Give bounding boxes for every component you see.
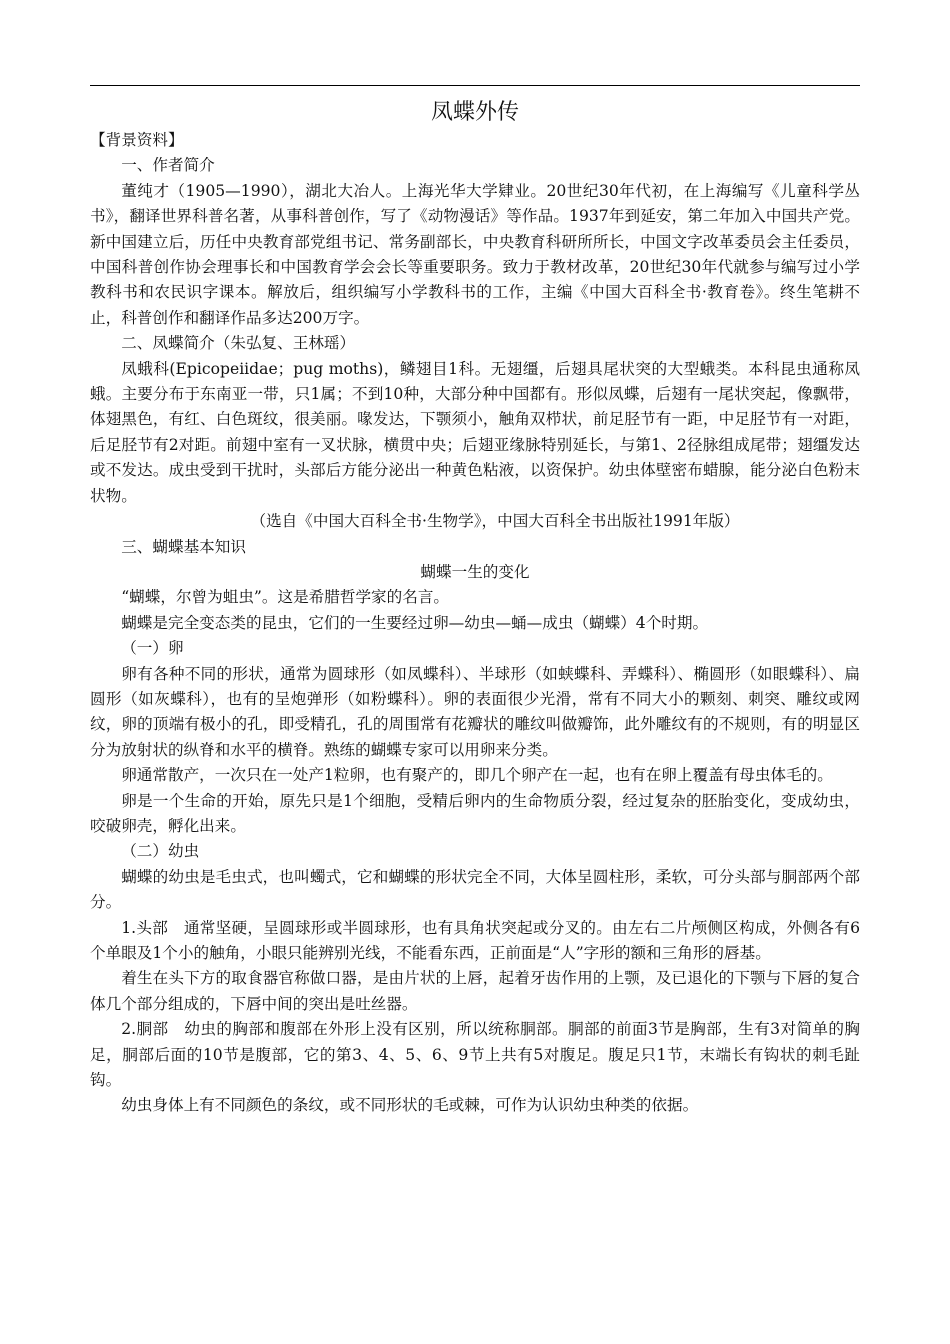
paragraph-larva: 蝴蝶的幼虫是毛虫式，也叫蠋式，它和蝴蝶的形状完全不同，大体呈圆柱形，柔软，可分头部与胴部两个部分。 — [90, 867, 860, 912]
heading-larva: （二）幼虫 — [121, 842, 200, 861]
document-title: 凤蝶外传 — [430, 100, 519, 125]
paragraph-egg-life: 卵是一个生命的开始，原先只是1个细胞，受精后卵内的生命物质分裂，经过复杂的胚胎变化，变成幼虫，咬破卵壳，孵化出来。 — [90, 791, 860, 835]
paragraph-mouthparts: 着生在头下方的取食器官称做口器，是由片状的上唇，起着牙齿作用的上颚，及已退化的下颚与下唇的复合体几个部分组成的，下唇中间的突出是吐丝器。 — [90, 969, 860, 1013]
paragraph-metamorphosis: 蝴蝶是完全变态类的昆虫，它们的一生要经过卵—幼虫—蛹—成虫（蝴蝶）4个时期。 — [121, 613, 709, 632]
paragraph-head: 1.头部 通常坚硬，呈圆球形或半圆球形，也有具角状突起或分叉的。由左右二片颅侧区构成，外侧各有6个单眼及1个小的触角，小眼只能辨别光线，不能看东西，正前面是“人”字形的额和三角形的唇基。 — [90, 918, 860, 962]
paragraph-markings: 幼虫身体上有不同颜色的条纹，或不同形状的毛或棘，可作为认识幼虫种类的依据。 — [121, 1096, 699, 1115]
paragraph-moth: 凤蛾科(Epicopeiidae；pug moths)，鳞翅目1科。无翅缰，后翅具尾状突的大型蛾类。本科昆虫通称凤蛾。主要分布于东南亚一带，只1属；不到10种，大部分种中国都有。形似凤蝶，后翅有一尾状突起，像飘带，体翅黑色，有红、白色斑纹，很美丽。喙发达，下颚须小，触角双栉状，前足胫节有一距，中足胫节有一对距，后足胫节有2对距。前翅中室有一叉状脉，横贯中央；后翅亚缘脉特别延长，与第1、2径脉组成尾带；翅缰发达或不发达。成虫受到干扰时，头部后方能分泌出一种黄色粘液，以资保护。幼虫体壁密布蜡腺，能分泌白色粉末状物。 — [90, 359, 860, 505]
paragraph-egg-shape: 卵有各种不同的形状，通常为圆球形（如凤蝶科）、半球形（如蛱蝶科、弄蝶科）、椭圆形（如眼蝶科）、扁圆形（如灰蝶科），也有的呈炮弹形（如粉蝶科）。卵的表面很少光滑，常有不同大小的颗刻、刺突、雕纹或网纹，卵的顶端有极小的孔，即受精孔，孔的周围常有花瓣状的雕纹叫做瓣饰，此外雕纹有的不规则，有的明显区分为放射状的纵脊和水平的横脊。熟练的蝴蝶专家可以用卵来分类。 — [90, 664, 860, 759]
paragraph-quote: “蝴蝶，尔曾为蛆虫”。这是希腊哲学家的名言。 — [121, 588, 450, 607]
source-citation: （选自《中国大百科全书·生物学》，中国大百科全书出版社1991年版） — [250, 512, 740, 531]
heading-moth: 二、凤蝶简介（朱弘复、王林瑶） — [121, 334, 356, 353]
paragraph-body: 2.胴部 幼虫的胸部和腹部在外形上没有区别，所以统称胴部。胴部的前面3节是胸部，生有3对简单的胸足，胴部后面的10节是腹部，它的第3、4、5、6、9节上共有5对腹足。腹足只1节，末端长有钩状的刺毛趾钩。 — [90, 1020, 860, 1090]
section-label: 【背景资料】 — [90, 131, 184, 149]
paragraph-egg-laying: 卵通常散产，一次只在一处产1粒卵，也有聚产的，即几个卵产在一起，也有在卵上覆盖有母虫体毛的。 — [121, 766, 833, 785]
heading-butterfly: 三、蝴蝶基本知识 — [121, 537, 246, 556]
header-rule — [90, 85, 860, 86]
subtitle-lifecycle: 蝴蝶一生的变化 — [420, 562, 530, 581]
document-body — [90, 128, 860, 1119]
heading-author: 一、作者简介 — [121, 156, 215, 175]
paragraph-author: 董纯才（1905—1990），湖北大冶人。上海光华大学肄业。20世纪30年代初，在上海编写《儿童科学丛书》，翻译世界科普名著，从事科普创作，写了《动物漫话》等作品。1937年到延安，第二年加入中国共产党。新中国建立后，历任中央教育部党组书记、常务副部长，中央教育科研所所长，中国文字改革委员会主任委员，中国科普创作协会理事长和中国教育学会会长等重要职务。致力于教材改革，20世纪30年代就参与编写过小学教科书和农民识字课本。解放后，组织编写小学教科书的工作，主编《中国大百科全书·教育卷》。终生笔耕不止，科普创作和翻译作品多达200万字。 — [90, 181, 860, 327]
heading-egg: （一）卵 — [121, 639, 184, 658]
